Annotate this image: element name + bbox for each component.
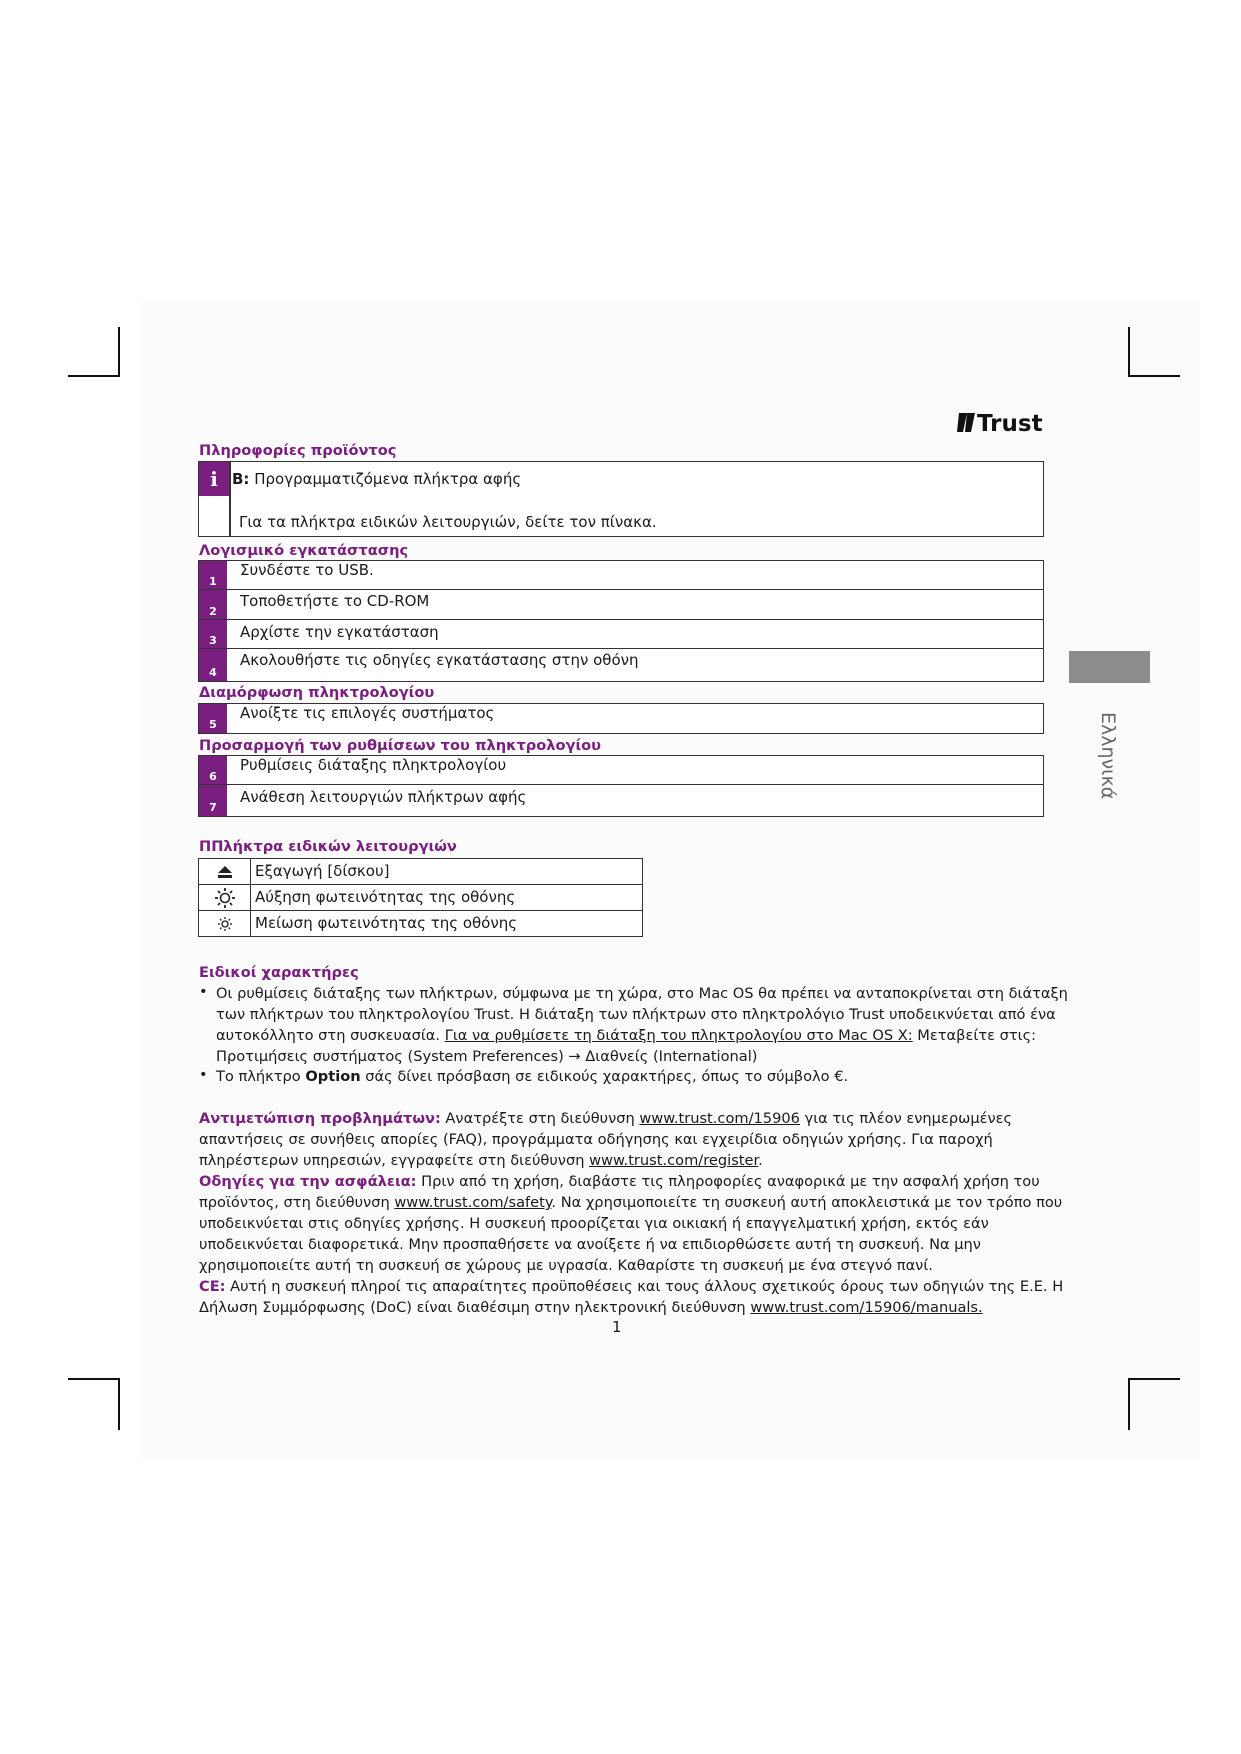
ce-line1: [199, 1276, 1063, 1297]
special-key-row: [198, 858, 643, 885]
ce-text: Αυτή η συσκευή πληροί τις απαραίτητες προϋποθέσεις και τους άλλους σχετικούς όρους των οδηγιών της Ε.Ε. Η: [225, 1278, 1064, 1295]
trouble-l3-text: πληρέστερων υπηρεσιών, εγγραφείτε στη διεύθυνση: [199, 1152, 590, 1169]
register-link[interactable]: www.trust.com/register: [589, 1152, 759, 1169]
special-chars-bullet-1: [216, 983, 1068, 1067]
bullet-dot: •: [199, 1066, 208, 1083]
troubleshooting-line1: [199, 1108, 1063, 1129]
step-text: Αρχίστε την εγκατάσταση: [240, 623, 439, 641]
troubleshooting-line3: [199, 1150, 1063, 1171]
language-tab-label: Ελληνικά: [1097, 712, 1119, 800]
special-key-text: Αύξηση φωτεινότητας της οθόνης: [255, 888, 516, 906]
install-step-3: [198, 619, 1044, 650]
info-icon: i: [199, 462, 229, 496]
section-title-install: Λογισμικό εγκατάστασης: [199, 542, 409, 559]
section-title-product-info: Πληροφορίες προϊόντος: [199, 442, 397, 459]
language-tab-bar: [1069, 651, 1150, 683]
step-text: Ανοίξτε τις επιλογές συστήματος: [240, 704, 495, 722]
support-link[interactable]: www.trust.com/15906: [639, 1110, 800, 1127]
step-number: 7: [199, 785, 227, 816]
safety-l2-text: προϊόντος, στη διεύθυνση: [199, 1194, 395, 1211]
safety-link[interactable]: www.trust.com/safety: [394, 1194, 552, 1211]
product-info-line2: Για τα πλήκτρα ειδικών λειτουργιών, δείτε τον πίνακα.: [239, 513, 657, 531]
bullet-2-tail: σάς δίνει πρόσβαση σε ειδικούς χαρακτήρες, όπως το σύμβολο €.: [360, 1068, 849, 1085]
crop-mark-top-left: [68, 327, 120, 377]
ce-label: CE:: [199, 1278, 226, 1295]
section-title-keyboard-settings: Προσαρμογή των ρυθμίσεων του πληκτρολογίου: [199, 737, 602, 754]
ce-l2-text: Δήλωση Συμμόρφωσης (DoC) είναι διαθέσιμη στην ηλεκτρονική διεύθυνση: [199, 1299, 751, 1316]
product-info-line1: [232, 470, 521, 488]
eject-icon: [199, 859, 251, 884]
crop-mark-bottom-right: [1128, 1378, 1180, 1430]
safety-text: Πριν από τη χρήση, διαβάστε τις πληροφορίες αναφορικά με την ασφαλή χρήση του: [416, 1173, 1040, 1190]
manuals-link[interactable]: www.trust.com/15906/manuals.: [750, 1299, 983, 1316]
safety-label: Οδηγίες για την ασφάλεια:: [199, 1173, 417, 1190]
product-info-prefix: B:: [232, 470, 250, 488]
settings-step-6: [198, 755, 1044, 786]
special-key-row: [198, 884, 643, 911]
trouble-l3-tail: .: [758, 1152, 763, 1169]
section-title-keyboard-config: Διαμόρφωση πληκτρολογίου: [199, 684, 435, 701]
safety-line5: χρησιμοποιείτε αυτή τη συσκευή σε χώρους με υγρασία. Καθαρίστε τη συσκευή με ένα στεγνό πανί.: [199, 1257, 933, 1274]
safety-l2-tail: . Να χρησιμοποιείτε τη συσκευή αυτή αποκλειστικά με τον τρόπο που: [551, 1194, 1063, 1211]
special-key-text: Εξαγωγή [δίσκου]: [255, 862, 390, 880]
safety-line4: υποδεικνύεται διαφορετικά. Μην προσπαθήσετε να ανοίξετε ή να επιδιορθώσετε αυτή τη συσκευή. Να μην: [199, 1236, 981, 1253]
bullet-1-line3-tail: Μεταβείτε στις:: [912, 1027, 1037, 1044]
settings-step-7: [198, 784, 1044, 817]
step-number: 1: [199, 561, 227, 590]
bullet-1-line2: των πλήκτρων του πληκτρολογίου Trust. Η διάταξη των πλήκτρων στο πληκτρολόγιο Trust υποδεικνύεται από ένα: [216, 1006, 1056, 1023]
logo-text: Trust: [977, 411, 1043, 434]
special-chars-bullet-2: [216, 1066, 848, 1087]
crop-mark-top-right: [1128, 327, 1180, 377]
step-text: Συνδέστε το USB.: [240, 561, 374, 579]
step-number: 6: [199, 756, 227, 785]
product-info-box: [198, 461, 1044, 537]
crop-mark-bottom-left: [68, 1378, 120, 1430]
install-step-2: [198, 589, 1044, 621]
page-number: 1: [612, 1318, 622, 1336]
step-text: Τοποθετήστε το CD-ROM: [240, 592, 430, 610]
install-step-4: [198, 648, 1044, 682]
install-step-1: [198, 560, 1044, 591]
bullet-1-line3-text: αυτοκόλλητο στη συσκευασία.: [216, 1027, 445, 1044]
footer-block: [199, 1108, 1063, 1318]
step-number: 5: [199, 704, 227, 733]
bullet-2-text: Το πλήκτρο: [216, 1068, 306, 1085]
bullet-1-line4: Προτιμήσεις συστήματος (System Preferences) → Διαθνείς (International): [216, 1048, 758, 1065]
troubleshooting-label: Αντιμετώπιση προβλημάτων:: [199, 1110, 441, 1127]
special-key-row: [198, 910, 643, 937]
step-text: Ακολουθήστε τις οδηγίες εγκατάστασης στην οθόνη: [240, 651, 639, 669]
troubleshooting-line2: απαντήσεις σε συνήθεις απορίες (FAQ), προγράμματα οδήγησης και εγχειρίδια οδηγιών χρήσης. Για παροχή: [199, 1131, 993, 1148]
step-number: 3: [199, 620, 227, 649]
mac-layout-link[interactable]: Για να ρυθμίσετε τη διάταξη του πληκτρολογίου στο Mac OS X:: [444, 1027, 913, 1044]
step-number: 4: [199, 649, 227, 681]
step-text: Ρυθμίσεις διάταξης πληκτρολογίου: [240, 756, 507, 774]
trouble-text: Ανατρέξτε στη διεύθυνση: [440, 1110, 640, 1127]
product-info-line1-text: Προγραμματιζόμενα πλήκτρα αφής: [254, 470, 522, 488]
step-text: Ανάθεση λειτουργιών πλήκτρων αφής: [240, 788, 527, 806]
info-separator: [229, 462, 231, 536]
brightness-down-icon: [199, 911, 251, 936]
option-key-label: Option: [305, 1068, 361, 1085]
trouble-tail: για τις πλέον ενημερωμένες: [799, 1110, 1013, 1127]
ce-line2: [199, 1297, 1063, 1318]
trust-logo: [957, 410, 1050, 434]
config-step-5: [198, 703, 1044, 734]
brightness-up-icon: [199, 885, 251, 910]
step-number: 2: [199, 590, 227, 620]
section-title-special-chars: Ειδικοί χαρακτήρες: [199, 964, 359, 981]
special-key-text: Μείωση φωτεινότητας της οθόνης: [255, 914, 518, 932]
bullet-1-line1: Οι ρυθμίσεις διάταξης των πλήκτρων, σύμφωνα με τη χώρα, στο Mac OS θα πρέπει να ανταποκρίνεται στη διάταξη: [216, 985, 1068, 1002]
safety-line1: [199, 1171, 1063, 1192]
safety-line2: [199, 1192, 1063, 1213]
section-title-special-keys: ΠΠλήκτρα ειδικών λειτουργιών: [199, 838, 457, 855]
bullet-dot: •: [199, 983, 208, 1000]
safety-line3: υποδεικνύεται στις οδηγίες χρήσης. Η συσκευή προορίζεται για οικιακή ή επαγγελματική χρήση, εκτός εάν: [199, 1215, 989, 1232]
bullet-1-line3: [216, 1025, 1068, 1046]
